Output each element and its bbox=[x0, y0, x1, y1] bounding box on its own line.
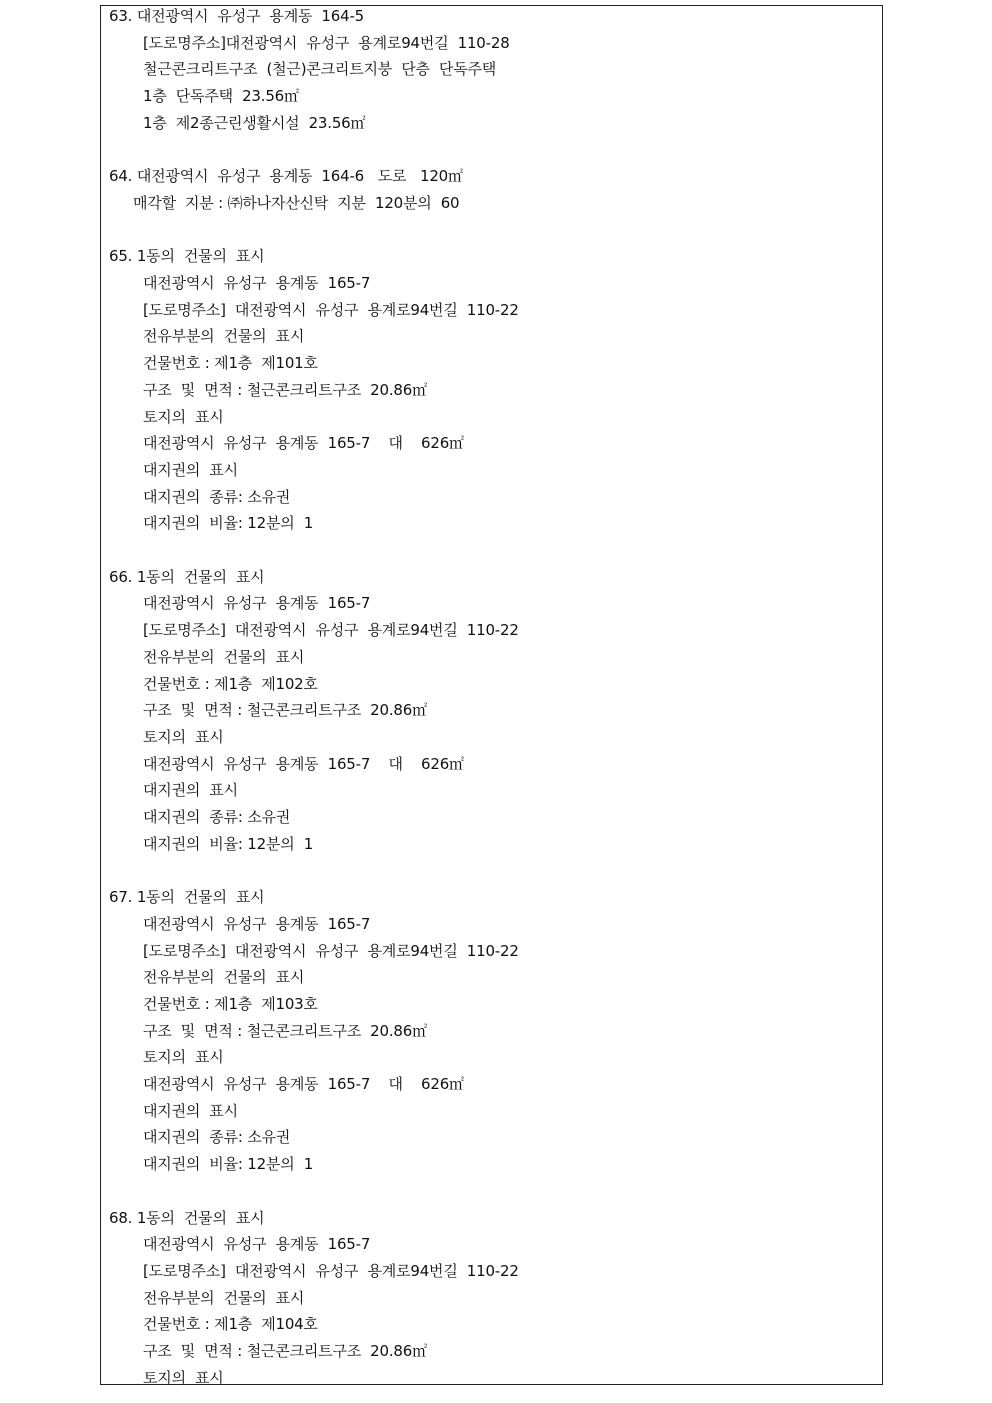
entry-line: [도로명주소] 대전광역시 유성구 용계로94번길 110-22 bbox=[143, 621, 519, 640]
entry-line: 전유부분의 건물의 표시 bbox=[143, 1288, 305, 1307]
entry-line: 대전광역시 유성구 용계동 165-7 bbox=[143, 594, 371, 613]
entry-line: 대지권의 비율: 12분의 1 bbox=[143, 514, 314, 533]
entry-line: 구조 및 면적 : 철근콘크리트구조 20.86㎡ bbox=[143, 1342, 427, 1360]
entry-line: 대지권의 비율: 12분의 1 bbox=[143, 834, 314, 853]
entry-line: 매각할 지분 : ㈜하나자산신탁 지분 120분의 60 bbox=[133, 193, 460, 212]
entry-heading: 67. 1동의 건물의 표시 bbox=[109, 888, 265, 907]
entry-line: 대전광역시 유성구 용계동 165-7 대 626㎡ bbox=[143, 1075, 464, 1093]
document-frame bbox=[100, 5, 883, 1385]
entry-heading: 63. 대전광역시 유성구 용계동 164-5 bbox=[109, 7, 365, 25]
entry-line: 건물번호 : 제1층 제104호 bbox=[143, 1315, 318, 1334]
entry-line: 전유부분의 건물의 표시 bbox=[143, 327, 305, 346]
entry-line: 토지의 표시 bbox=[143, 1368, 224, 1387]
entry-line: 건물번호 : 제1층 제101호 bbox=[143, 354, 318, 373]
entry-line: 대지권의 종류: 소유권 bbox=[143, 1128, 291, 1147]
entry-line: 1층 단독주택 23.56㎡ bbox=[143, 87, 299, 106]
entry-line: 대지권의 표시 bbox=[143, 781, 238, 800]
entry-line: 대지권의 종류: 소유권 bbox=[143, 487, 291, 506]
entry-line: 구조 및 면적 : 철근콘크리트구조 20.86㎡ bbox=[143, 701, 427, 720]
entry-line: 대전광역시 유성구 용계동 165-7 bbox=[143, 274, 371, 292]
entry-line: 전유부분의 건물의 표시 bbox=[143, 647, 305, 666]
entry-heading: 64. 대전광역시 유성구 용계동 164-6 도로 120㎡ bbox=[109, 167, 463, 186]
entry-line: 대지권의 표시 bbox=[143, 460, 238, 479]
entry-line: 철근콘크리트구조 (철근)콘크리트지붕 단층 단독주택 bbox=[143, 60, 497, 79]
entry-line: 건물번호 : 제1층 제103호 bbox=[143, 994, 318, 1013]
entry-line: [도로명주소] 대전광역시 유성구 용계로94번길 110-22 bbox=[143, 1261, 519, 1280]
entry-line: 대지권의 표시 bbox=[143, 1101, 238, 1120]
entry-heading: 68. 1동의 건물의 표시 bbox=[109, 1208, 265, 1227]
entry-line: 대지권의 종류: 소유권 bbox=[143, 808, 291, 826]
entry-line: 1층 제2종근린생활시설 23.56㎡ bbox=[143, 113, 366, 132]
entry-line: 토지의 표시 bbox=[143, 407, 224, 426]
entry-line: 건물번호 : 제1층 제102호 bbox=[143, 674, 318, 693]
entry-line: [도로명주소] 대전광역시 유성구 용계로94번길 110-22 bbox=[143, 941, 519, 960]
entry-line: 대전광역시 유성구 용계동 165-7 대 626㎡ bbox=[143, 434, 464, 453]
entry-line: 토지의 표시 bbox=[143, 1048, 224, 1067]
entry-line: [도로명주소]대전광역시 유성구 용계로94번길 110-28 bbox=[143, 33, 510, 52]
entry-line: [도로명주소] 대전광역시 유성구 용계로94번길 110-22 bbox=[143, 300, 519, 319]
entry-line: 토지의 표시 bbox=[143, 727, 224, 746]
entry-line: 대전광역시 유성구 용계동 165-7 bbox=[143, 1235, 371, 1254]
entry-line: 전유부분의 건물의 표시 bbox=[143, 968, 305, 987]
entry-line: 구조 및 면적 : 철근콘크리트구조 20.86㎡ bbox=[143, 380, 427, 399]
entry-line: 구조 및 면적 : 철근콘크리트구조 20.86㎡ bbox=[143, 1021, 427, 1040]
entry-line: 대지권의 비율: 12분의 1 bbox=[143, 1155, 314, 1174]
entry-heading: 66. 1동의 건물의 표시 bbox=[109, 567, 265, 586]
entry-line: 대전광역시 유성구 용계동 165-7 대 626㎡ bbox=[143, 754, 464, 773]
entry-line: 대전광역시 유성구 용계동 165-7 bbox=[143, 914, 371, 933]
entry-heading: 65. 1동의 건물의 표시 bbox=[109, 247, 265, 266]
